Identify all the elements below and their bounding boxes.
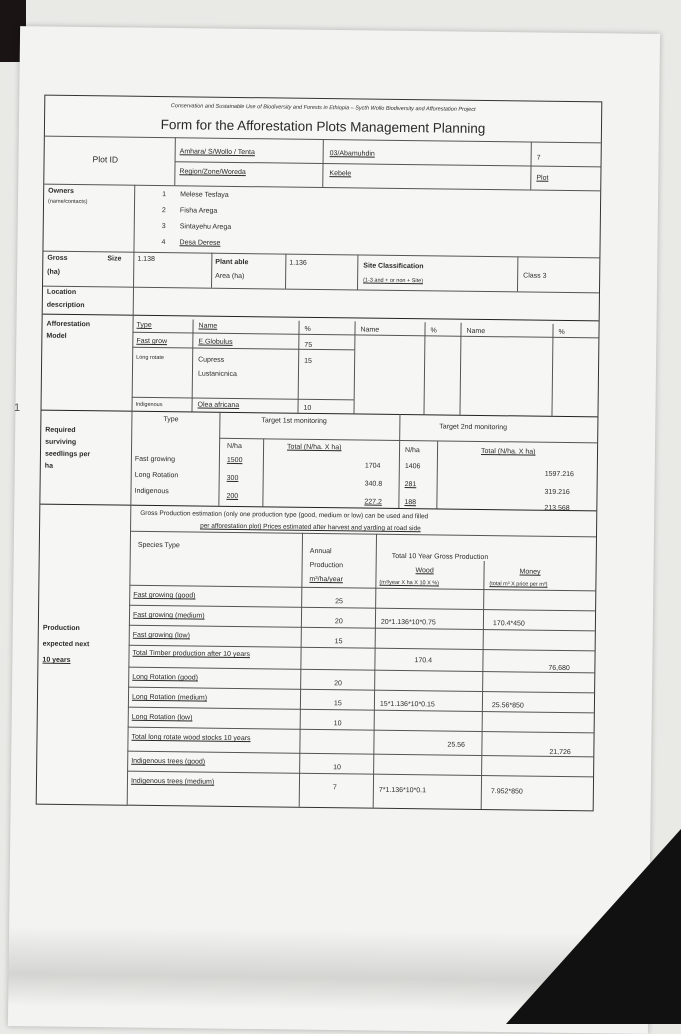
rule <box>398 414 400 508</box>
model-type: Fast grow <box>136 337 168 346</box>
rule <box>43 251 599 259</box>
seedling-nha: 200 <box>226 492 239 501</box>
seedling-total2: 319.216 <box>544 488 570 497</box>
seedling-nha2: 188 <box>404 499 417 507</box>
location-label: Location <box>46 288 77 297</box>
species-header: Species Type <box>137 541 180 550</box>
model-species: E.Globulus <box>198 338 233 346</box>
afforestation-form <box>36 95 603 812</box>
plot-label: Plot <box>536 174 549 182</box>
annual-value: 20 <box>334 680 343 688</box>
annual-value: 15 <box>333 700 342 708</box>
rule <box>128 667 594 674</box>
model-pct2-header: % <box>430 327 437 335</box>
annual-value: 10 <box>333 764 341 772</box>
gross-label: Gross <box>47 254 68 262</box>
model-species: Cupress <box>198 356 225 364</box>
rule <box>127 751 593 758</box>
rule <box>129 625 595 632</box>
seedlings-label: Required <box>45 426 76 435</box>
kebele-value: 03/Abamuhdin <box>329 150 375 158</box>
annual-value: 25 <box>335 598 344 606</box>
seedling-total: 340.8 <box>364 480 383 488</box>
annual-header-3: m³/ha/year <box>309 575 343 584</box>
nha-header: N/ha <box>227 442 242 451</box>
annual-value: 15 <box>334 638 343 646</box>
money-value: 76,680 <box>548 664 570 673</box>
seedling-nha: 1500 <box>226 456 243 465</box>
production-row: Fast growing (low) <box>132 631 190 640</box>
money-value: 7.952*850 <box>490 788 523 796</box>
rule <box>128 707 594 714</box>
owner-name: Desa Derese <box>179 239 221 247</box>
nha2-header: N/ha <box>404 447 420 455</box>
owner-name: Melese Tesfaya <box>180 191 229 199</box>
margin-mark: 1 <box>14 402 21 414</box>
rule <box>43 314 599 322</box>
money-value: 21,726 <box>549 748 571 757</box>
dark-corner-bottom <box>506 829 681 1024</box>
annual-value: 20 <box>334 618 343 626</box>
wood-value: 25.56 <box>447 741 466 749</box>
site-sub: (1-3 and + or non + Site) <box>363 277 424 285</box>
model-type: Indigenous <box>135 401 163 409</box>
rule <box>218 412 220 506</box>
owner-name: Sintayehu Arega <box>179 223 232 231</box>
rule <box>262 438 264 506</box>
seedling-nha2: 281 <box>404 481 417 489</box>
rule <box>129 605 595 612</box>
production-row: Long Rotation (medium) <box>131 693 208 702</box>
annual-value: 7 <box>332 784 337 792</box>
model-type: Long rotate <box>136 354 165 362</box>
rule <box>132 397 354 401</box>
plot-id-label: Plot ID <box>92 154 119 165</box>
owner-num: 2 <box>161 207 166 215</box>
seedling-total2: 1597.216 <box>544 470 575 479</box>
form-title: Form for the Afforestation Plots Management Planning <box>160 117 486 137</box>
wood-value: 15*1.136*10*0.15 <box>379 700 435 709</box>
region-label: Region/Zone/Woreda <box>179 168 246 177</box>
location-label-2: description <box>46 301 85 310</box>
model-pct-header: % <box>304 325 311 333</box>
production-note-2: per afforestation plot) Prices estimated after harvest and yarding at road side <box>200 522 421 533</box>
money-sub: (total m³ X price per m³) <box>489 581 548 588</box>
rule <box>127 771 593 778</box>
kebele-label: Kebele <box>329 170 352 178</box>
production-row: Indigenous trees (good) <box>131 757 206 766</box>
plantable-label: Plant able <box>215 258 249 267</box>
owners-sublabel: (name/contacts) <box>48 198 88 206</box>
seedling-total: 1704 <box>364 462 381 470</box>
seedling-total: 227.2 <box>364 498 382 506</box>
model-pct3-header: % <box>558 328 565 336</box>
seedlings-label: ha <box>44 462 54 470</box>
production-row: Long Rotation (good) <box>132 673 199 682</box>
annual-header: Annual <box>309 547 332 556</box>
rule <box>517 256 518 291</box>
gross-value: 1.138 <box>137 255 155 263</box>
seedling-type: Indigenous <box>134 487 169 496</box>
money-value: 25.56*850 <box>491 702 524 710</box>
target2-header: Target 2nd monitoring <box>439 423 508 432</box>
wood-sub: (m³/year X ha X 10 X %) <box>379 579 440 587</box>
total-header: Total (N/ha. X ha) <box>287 443 342 452</box>
seedling-type: Fast growing <box>134 455 176 464</box>
rule <box>43 286 599 294</box>
model-name2-header: Name <box>360 326 380 334</box>
gross-unit: (ha) <box>47 268 61 276</box>
model-name3-header: Name <box>466 327 486 336</box>
plantable-unit: Area (ha) <box>215 272 245 281</box>
rule <box>219 438 597 444</box>
production-total: Total long rotate wood stocks 10 years <box>131 733 251 743</box>
model-pct: 15 <box>304 357 312 365</box>
seedlings-label: seedlings per <box>44 450 91 459</box>
owner-num: 4 <box>161 239 166 247</box>
seedling-nha: 300 <box>226 474 239 483</box>
seedlings-type-header: Type <box>163 416 179 424</box>
production-row: Fast growing (medium) <box>132 611 205 620</box>
wood-value: 7*1.136*10*0.1 <box>378 786 427 795</box>
site-value: Class 3 <box>523 272 547 280</box>
money-value: 170.4*450 <box>492 620 525 628</box>
owners-label: Owners <box>48 187 74 195</box>
rule <box>357 254 358 289</box>
money-header: Money <box>519 568 541 576</box>
production-label: 10 years <box>42 656 71 664</box>
size-label: Size <box>107 255 122 263</box>
production-row: Fast growing (good) <box>133 591 196 600</box>
wood-value: 20*1.136*10*0.75 <box>380 618 436 627</box>
production-row: Long Rotation (low) <box>131 713 193 722</box>
model-label: Afforestation <box>46 320 91 329</box>
production-label: expected next <box>42 640 90 649</box>
site-label: Site Classification <box>363 262 424 271</box>
model-name-header: Name <box>198 322 218 330</box>
model-pct: 75 <box>304 341 313 349</box>
model-species: Olea africana <box>197 401 240 410</box>
target1-header: Target 1st monitoring <box>261 417 327 426</box>
annual-header-2: Production <box>309 561 344 570</box>
model-pct: 10 <box>303 404 312 412</box>
rule <box>436 440 438 508</box>
seedling-nha2: 1406 <box>404 463 421 471</box>
model-label-2: Model <box>46 332 67 340</box>
owner-num: 3 <box>161 223 166 231</box>
plot-value: 7 <box>536 154 541 162</box>
rule <box>128 727 594 734</box>
production-total: Total Timber production after 10 years <box>132 649 251 659</box>
rule <box>285 254 286 289</box>
owner-name: Fisha Arega <box>179 207 218 215</box>
wood-header: Wood <box>415 567 434 575</box>
rule <box>132 347 354 351</box>
seedlings-label: surviving <box>45 438 77 447</box>
project-header: Conservation and Sustainable Use of Biodiversity and Forests in Ethiopia – Sycth Wollo Biodiversity and Afforestation Project <box>170 103 476 113</box>
model-species-2: Lustanicnica <box>197 370 237 378</box>
rule <box>481 561 485 809</box>
total2-header: Total (N/ha. X ha) <box>480 447 536 456</box>
rule <box>211 253 212 288</box>
production-row: Indigenous trees (medium) <box>130 777 215 786</box>
annual-value: 10 <box>333 720 342 728</box>
production-label: Production <box>42 624 80 633</box>
total10-header: Total 10 Year Gross Production <box>391 552 489 562</box>
owner-num: 1 <box>162 191 167 199</box>
wood-value: 170.4 <box>414 657 433 665</box>
model-type-header: Type <box>136 321 152 329</box>
rule <box>128 687 594 694</box>
plantable-value: 1.136 <box>289 259 307 267</box>
seedling-type: Long Rotation <box>134 471 179 480</box>
seedling-total2: 213.568 <box>544 504 570 513</box>
region-value: Amhara/ S/Wollo / Tenta <box>179 148 255 157</box>
production-note: Gross Production estimation (only one production type (good, medium or low) can be used and filled <box>140 509 429 521</box>
